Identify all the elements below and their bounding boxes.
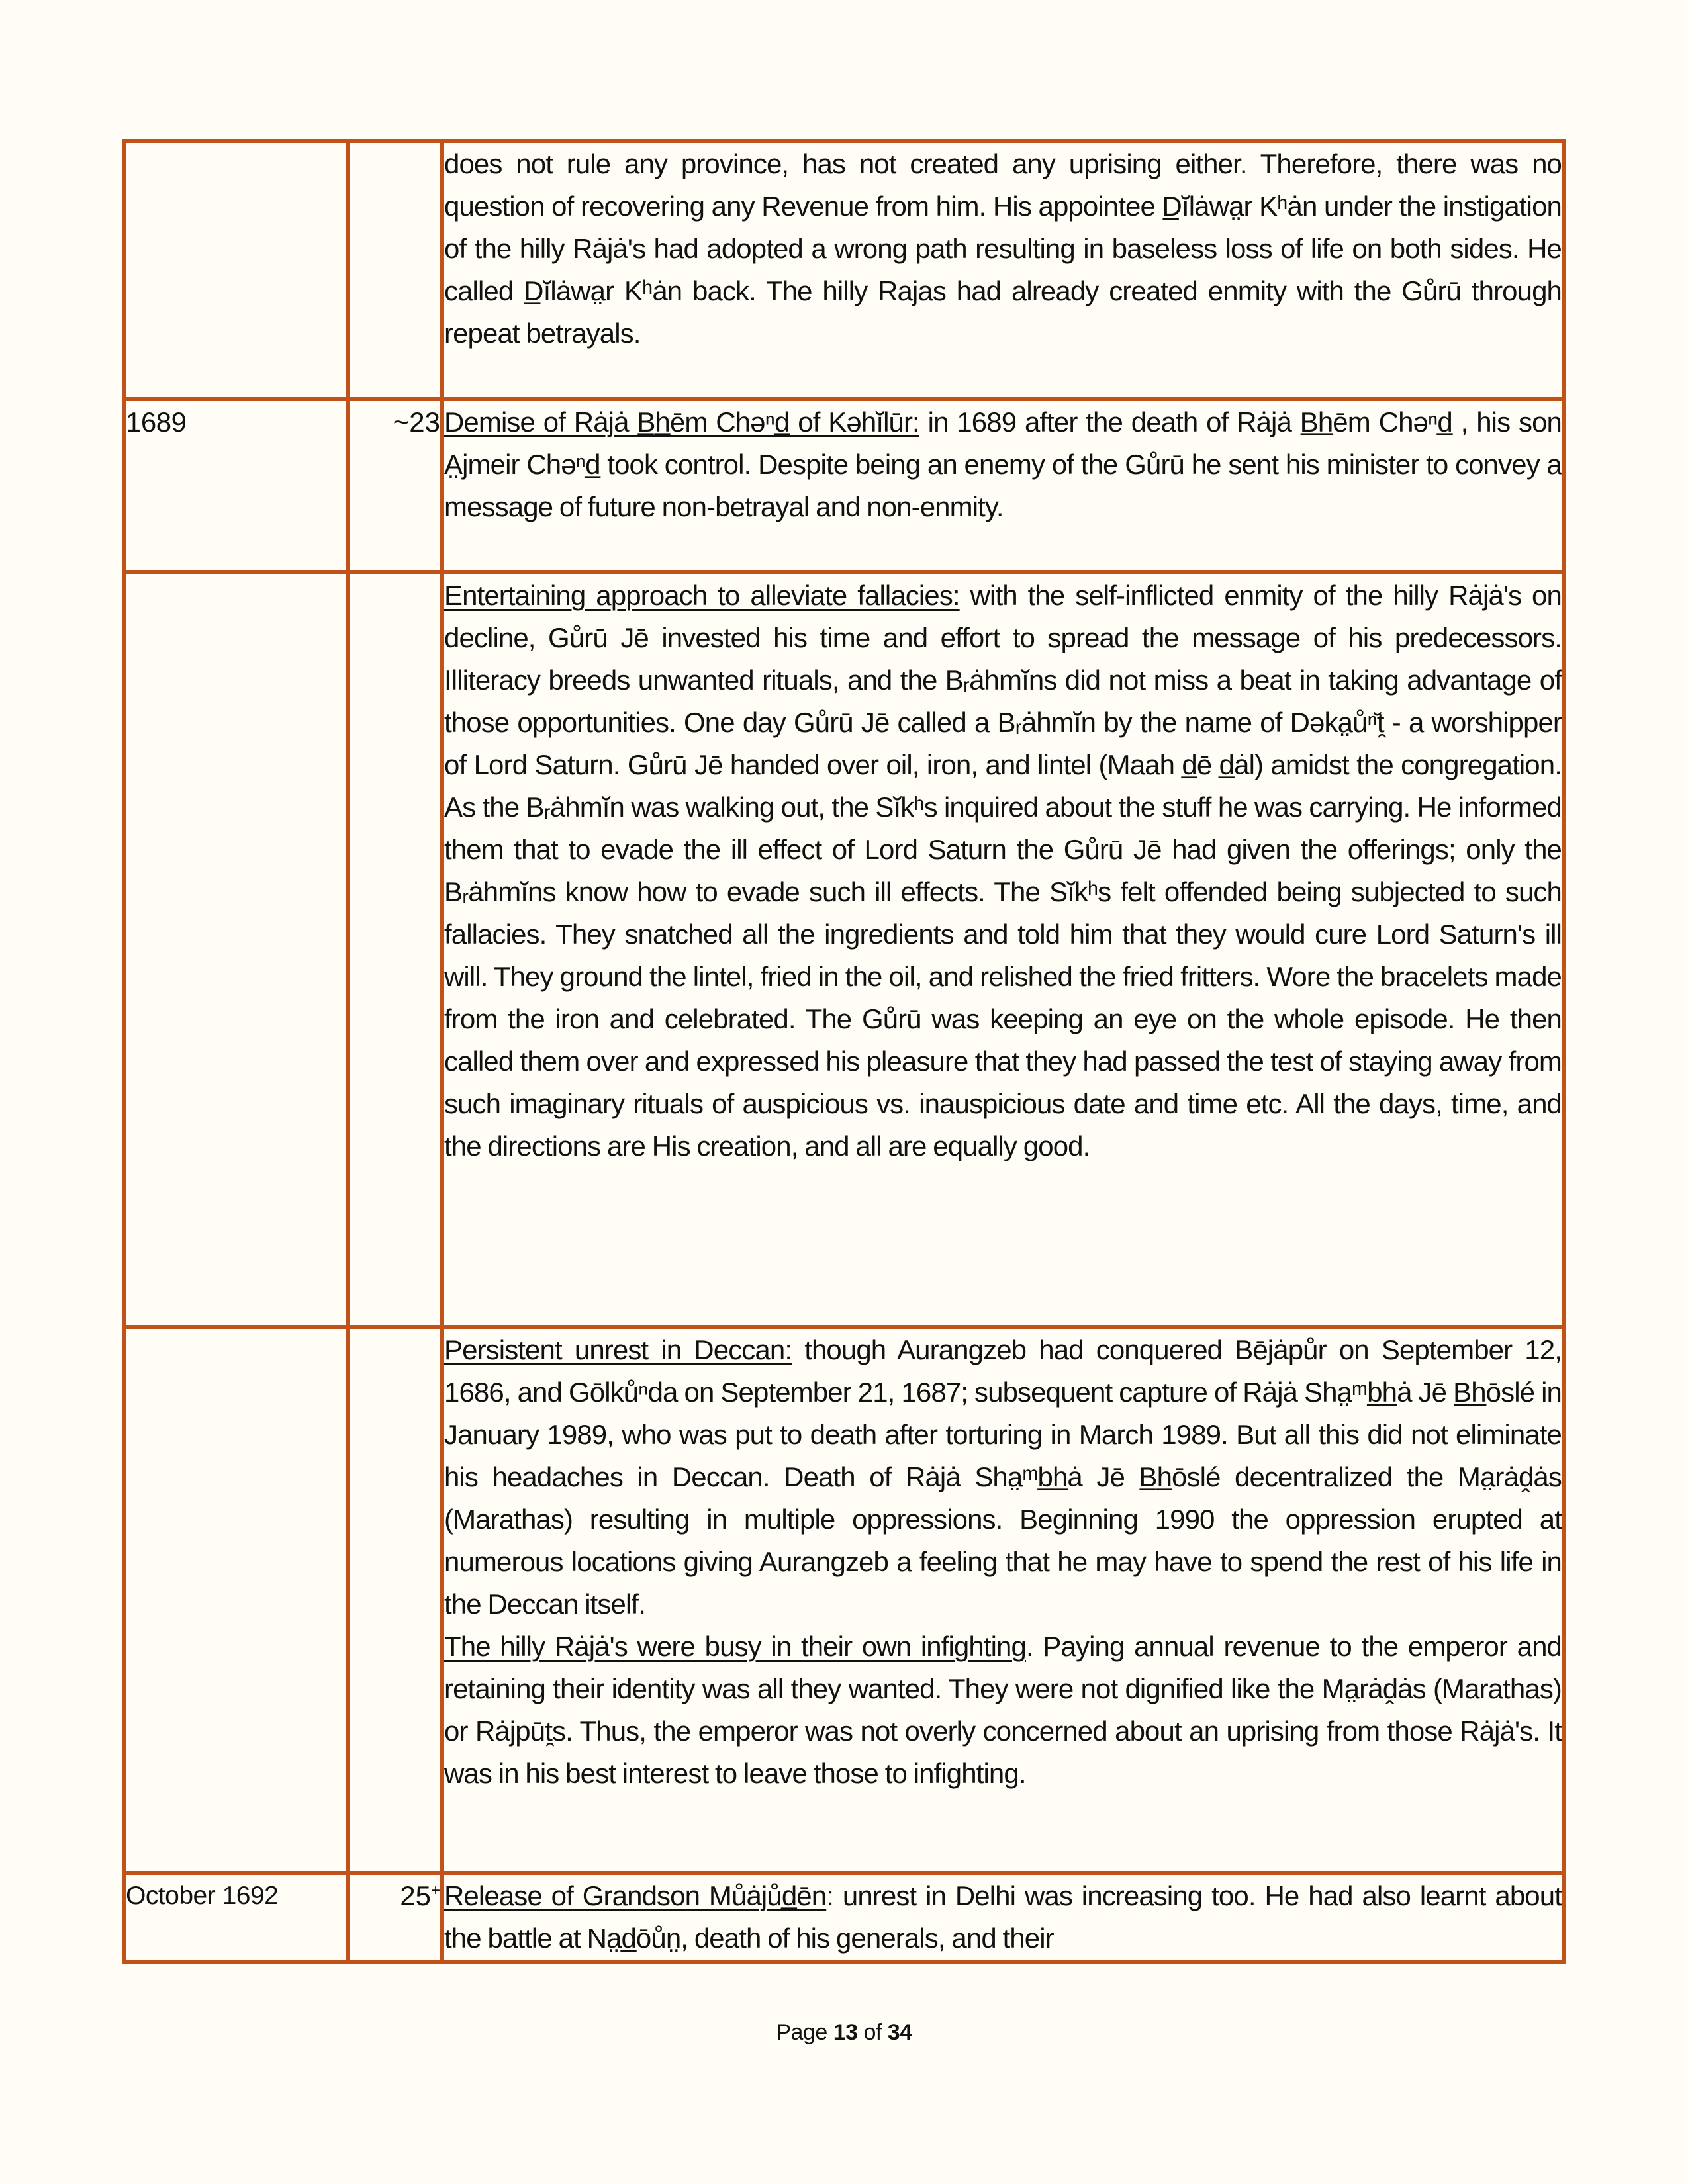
event-cell [442,1327,1564,1873]
page-number [0,2020,1688,2046]
event-heading: Release of Grandson Můȧjůd̲ēn [444,1880,827,1911]
event-text: in 1689 after the death of Rȧjȧ B̲h̲ēm Chəⁿd̲ , his son A̤jmeir Chəⁿd̲ took control. Despite being an enemy of the Gůrū he sent his minister to convey a message of future non-betrayal and non-enmity. [444,406,1562,522]
age-value: 25 [400,1880,431,1911]
page-of-label: of [857,2020,888,2045]
date-cell [124,1327,348,1873]
table-row [124,141,1564,399]
age-cell [348,399,442,572]
page-label: Page [776,2020,833,2045]
event-text: though Aurangzeb had conquered Bējȧpůr on September 12, 1686, and Gōlkůⁿda on September 21, 1687; subsequent capture of Rȧjȧ Sha̤ᵐb̲h̲ȧ Jē B̲h̲ōslé in January 1989, who was put to death after torturing in March 1989. But all this did not eliminate his headaches in Deccan. Death of Rȧjȧ Sha̤ᵐb̲h̲ȧ Jē B̲h̲ōslé decentralized the Ma̤rȧḓȧs (Marathas) resulting in multiple oppressions. Beginning 1990 the oppression erupted at numerous locations giving Aurangzeb a feeling that he may have to spend the rest of his life in the Deccan itself. [444,1334,1562,1619]
event-paragraph [444,574,1562,1167]
event-text: with the self-inflicted enmity of the hilly Rȧjȧ's on decline, Gůrū Jē invested his time and effort to spread the message of his predecessors. Illiteracy breeds unwanted rituals, and the Bᵣȧhmĭns did not miss a beat in taking advantage of those opportunities. One day Gůrū Jē called a Bᵣȧhmĭn by the name of Dəka̤ůⁿ̆t̯ - a worshipper of Lord Saturn. Gůrū Jē handed over oil, iron, and lintel (Maah d̲ē d̲ȧl) amidst the congregation. As the Bᵣȧhmĭn was walking out, the Sĭkʰs inquired about the stuff he was carrying. He informed them that to evade the ill effect of Lord Saturn the Gůrū Jē had given the offerings; only the Bᵣȧhmĭns know how to evade such ill effects. The Sĭkʰs felt offended being subjected to such fallacies. They snatched all the ingredients and told him that they would cure Lord Saturn's ill will. They ground the lintel, fried in the oil, and relished the fried fritters. Wore the bracelets made from the iron and celebrated. The Gůrū was keeping an eye on the whole episode. He then called them over and expressed his pleasure that they had passed the test of staying away from such imaginary rituals of auspicious vs. inauspicious date and time etc. All the days, time, and the directions are His creation, and all are equally good. [444,580,1562,1161]
event-cell [442,1873,1564,1962]
event-paragraph [444,401,1562,528]
event-heading: Demise of Rȧjȧ B̲h̲ēm Chəⁿd̲ of Kəhĭlūr: [444,406,919,437]
age-cell [348,1873,442,1962]
date-cell [124,141,348,399]
age-value: ~23 [393,406,440,437]
table-row [124,572,1564,1327]
age-cell [348,1327,442,1873]
event-heading: Entertaining approach to alleviate fallacies: [444,580,960,611]
event-text: : unrest in Delhi was increasing too. He had also learnt about the battle at Na̤d̲ōůn̤, death of his generals, and their [444,1880,1562,1954]
event-cell [442,141,1564,399]
event-text: does not rule any province, has not created any uprising either. Therefore, there was no question of recovering any Revenue from him. His appointee D̲ĭlȧwa̤r Kʰȧn under the instigation of the hilly Rȧjȧ's had adopted a wrong path resulting in baseless loss of life on both sides. He called D̲ĭlȧwa̤r Kʰȧn back. The hilly Rajas had already created enmity with the Gůrū through repeat betrayals. [444,148,1562,349]
event-cell [442,572,1564,1327]
date-cell [124,572,348,1327]
event-cell [442,399,1564,572]
age-cell [348,141,442,399]
event-paragraph [444,1329,1562,1625]
event-paragraph [444,143,1562,355]
timeline-table [122,139,1566,1964]
event-paragraph [444,1875,1562,1960]
event-text: . Paying annual revenue to the emperor and retaining their identity was all they wanted. They were not dignified like the Ma̤rȧḓȧs (Marathas) or Rȧjpūt̯s. Thus, the emperor was not overly concerned about an uprising from those Rȧjȧ's. It was in his best interest to leave those to infighting. [444,1631,1562,1789]
table-row [124,1327,1564,1873]
event-heading: The hilly Rȧjȧ's were busy in their own infighting [444,1631,1026,1662]
date-cell: 1689 [124,399,348,572]
age-superscript: + [430,1882,440,1899]
table-row [124,399,1564,572]
event-paragraph [444,1625,1562,1795]
event-heading: Persistent unrest in Deccan: [444,1334,792,1365]
total-pages: 34 [887,2020,912,2045]
age-cell [348,572,442,1327]
current-page: 13 [833,2020,858,2045]
date-cell: October 1692 [124,1873,348,1962]
table-row [124,1873,1564,1962]
